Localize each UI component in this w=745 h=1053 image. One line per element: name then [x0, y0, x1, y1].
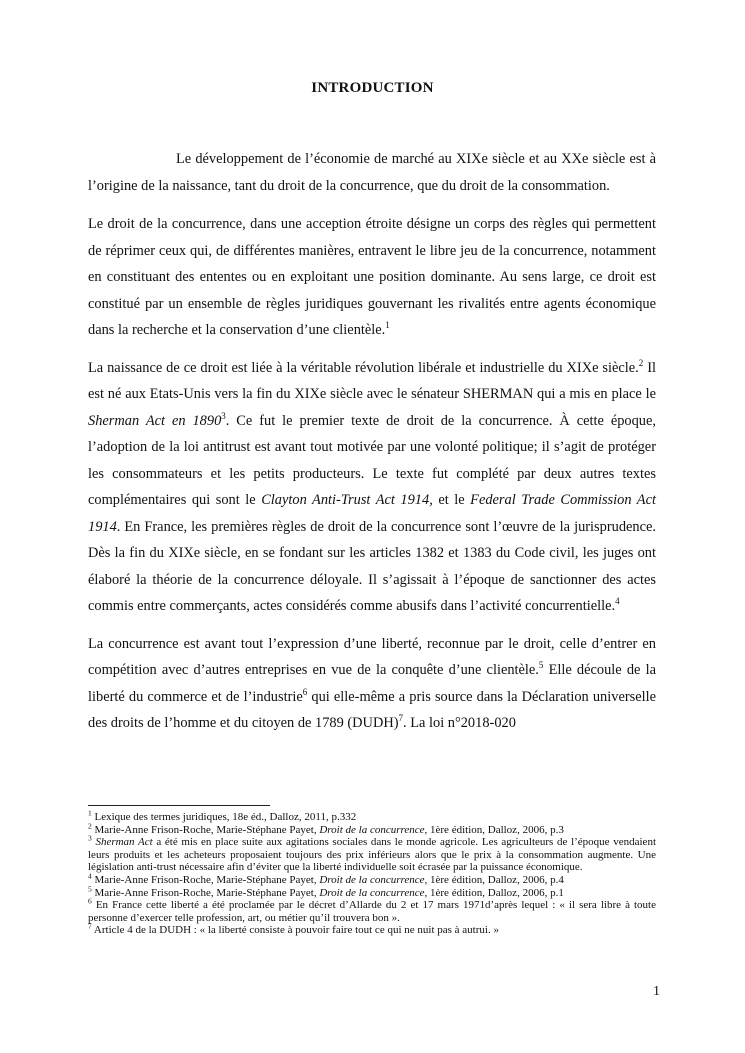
- footnote-3: [88, 833, 656, 874]
- footnote-ref-5: 5: [538, 660, 544, 671]
- footnote-marker: 1: [88, 808, 92, 818]
- document-title: INTRODUCTION: [311, 80, 434, 96]
- footnote-ref-6: 6: [302, 686, 308, 697]
- footnotes: [88, 808, 657, 937]
- ftc-act-italic: Federal Trade Commission Act 1914: [88, 492, 656, 535]
- footnote-separator: [88, 805, 270, 806]
- footnote-4: [88, 871, 656, 887]
- footnote-marker: 7: [88, 921, 92, 931]
- paragraph-3-part: . En France, les premières règles de droit de la concurrence sont l’œuvre de la jurisprudence. Dès la fin du XIXe siècle, en se fondant sur les articles 1382 et 1383 du Code civil, les juges ont élaboré la théorie de la concurrence déloyale. Il s’agissait à l’époque de sanctionner des actes commis entre commerçants, actes considérés comme abusifs dans l’activité concurrentielle.: [88, 518, 656, 614]
- footnote-marker: 6: [88, 896, 92, 906]
- paragraph-3: [88, 355, 656, 620]
- footnote-italic: Sherman Act: [95, 836, 153, 849]
- footnote-text: a été mis en place suite aux agitations sociales dans le monde agricole. Les agriculteurs de l’époque vendaient leurs produits et les acheteurs proposaient toujours des prix inférieurs alors que le prix à la consommation augmente. Une législation anti-trust nécessaire afin d’éviter que la liberté individuelle soit écrasée par la puissance économique.: [88, 836, 656, 874]
- paragraph-1: Le développement de l’économie de marché au XIXe siècle et au XXe siècle est à l’origine de la naissance, tant du droit de la concurrence, que du droit de la consommation.: [88, 151, 656, 194]
- footnote-text: , 1ère édition, Dalloz, 2006, p.4: [424, 873, 564, 886]
- paragraph-4-part: . La loi n°2018-020: [403, 715, 516, 731]
- paragraph-3-part: Il est né aux Etats-Unis vers la fin du XIXe siècle avec le sénateur SHERMAN qui a mis en place le: [88, 359, 657, 402]
- footnote-ref-2: 2: [638, 357, 644, 368]
- footnote-ref-7: 7: [398, 713, 404, 724]
- footnote-italic: Droit de la concurrence: [319, 886, 425, 899]
- footnote-italic: Droit de la concurrence: [319, 823, 425, 836]
- clayton-act-italic: Clayton Anti-Trust Act 1914: [261, 492, 430, 508]
- paragraph-3-part: . Ce fut le premier texte de droit de la concurrence. À cette époque, l’adoption de la loi antitrust est avant tout motivée par une volonté politique; il s’agit de protéger les consommateurs et les petits producteurs. Le texte fut complété par deux autres textes complémentaires qui sont le: [88, 412, 656, 508]
- footnote-2: [88, 820, 656, 837]
- paragraph-3-part: , et le: [429, 492, 471, 508]
- footnote-marker: 5: [88, 883, 92, 893]
- paragraph-4: [88, 631, 656, 737]
- sherman-act-italic: Sherman Act en 1890: [88, 412, 222, 429]
- footnote-text: , 1ère édition, Dalloz, 2006, p.3: [424, 823, 564, 836]
- footnote-5: [88, 883, 656, 900]
- body-text: [88, 146, 656, 748]
- footnote-marker: 3: [88, 833, 92, 843]
- footnote-ref-3: 3: [221, 410, 226, 421]
- footnote-text: Marie-Anne Frison-Roche, Marie-Stéphane Payet,: [94, 823, 320, 836]
- paragraph-4-part: Elle découle de la liberté du commerce et de l’industrie: [88, 662, 656, 705]
- footnote-6: [88, 896, 657, 924]
- footnote-7: [88, 921, 656, 937]
- footnote-marker: 2: [88, 820, 92, 830]
- footnote-text: , 1ère édition, Dalloz, 2006, p.1: [424, 886, 564, 899]
- footnote-marker: 4: [88, 871, 92, 881]
- footnote-ref-4: 4: [615, 596, 620, 607]
- paragraph-3-part: La naissance de ce droit est liée à la véritable révolution libérale et industrielle du XIXe siècle.: [88, 359, 639, 376]
- paragraph-2: [88, 211, 656, 344]
- footnote-text: En France cette liberté a été proclamée par le décret d’Allarde du 2 et 17 mars 1971d’après lequel : « il sera libre à toute personne d’exercer telle profession, art, ou métier qu’il trouvera bon ».: [88, 899, 657, 924]
- footnote-ref-1: 1: [385, 320, 390, 331]
- footnote-text: Marie-Anne Frison-Roche, Marie-Stéphane Payet,: [94, 886, 320, 899]
- footnote-text: Marie-Anne Frison-Roche, Marie-Stéphane Payet,: [94, 873, 320, 886]
- paragraph-4-part: La concurrence est avant tout l’expression d’une liberté, reconnue par le droit, celle d’entrer en compétition avec d’autres entreprises en vue de la conquête d’une clientèle.: [88, 635, 656, 678]
- paragraph-2-text: Le droit de la concurrence, dans une acception étroite désigne un corps des règles qui permettent de réprimer ceux qui, de différentes manières, entravent le libre jeu de la concurrence, notamment en constituant des ententes ou en exploitant une position dominante. Au sens large, ce droit est constitué par un ensemble de règles juridiques gouvernant les rivalités entre agents économique dans la recherche et la conservation d’une clientèle.: [88, 216, 656, 338]
- footnote-1: [88, 808, 656, 824]
- footnote-italic: Droit de la concurrence: [319, 873, 425, 886]
- footnote-text: Article 4 de la DUDH : « la liberté consiste à pouvoir faire tout ce qui ne nuit pas à autrui. »: [93, 924, 499, 937]
- page-number: 1: [653, 984, 660, 999]
- paragraph-4-part: qui elle-même a pris source dans la Déclaration universelle des droits de l’homme et du citoyen de 1789 (DUDH): [88, 688, 656, 731]
- footnote-text: Lexique des termes juridiques, 18e éd., Dalloz, 2011, p.332: [94, 811, 357, 823]
